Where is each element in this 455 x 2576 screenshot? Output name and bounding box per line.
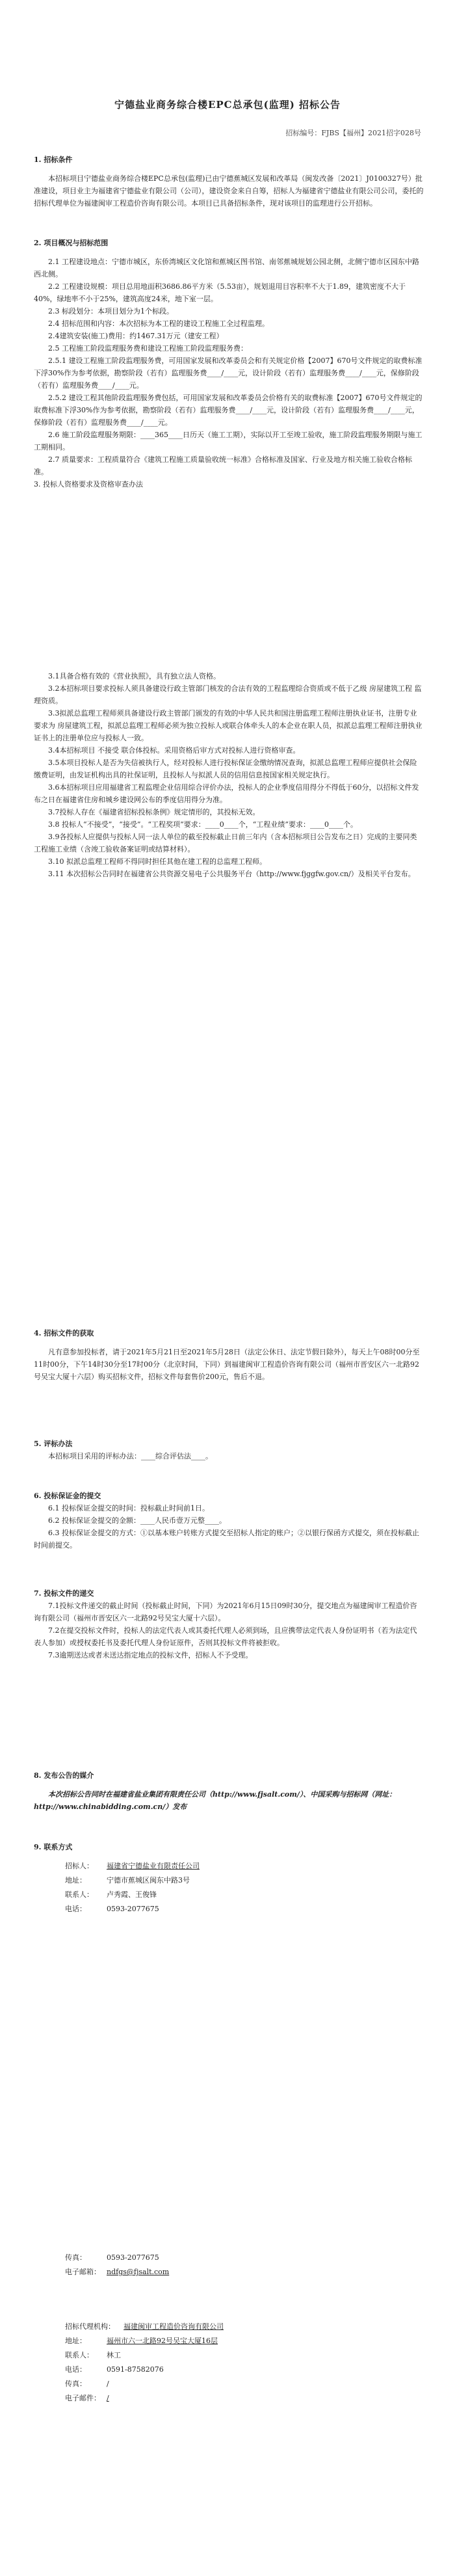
section-9-heading-wrap <box>34 1841 424 1853</box>
section-2-p6: 2.5 工程施工阶段监理服务费和建设工程施工阶段监理服务费： <box>48 344 248 353</box>
section-3-p10: 3.10 拟派总监理工程师不得同时担任其他在建工程的总监理工程师。 <box>48 857 266 866</box>
section-3-p3: 3.3拟派总监理工程师须具备建设行政主管部门颁发的有效的中华人民共和国注册监理工程师注册执业证书，注册专业要求为 房屋建筑工程，拟派总监理工程师必须为独立投标人或联合体牵头人的本企业在职人员，拟派总监理工程师注册执业证书上的注册单位应与投标人一致。 <box>34 709 422 742</box>
agent-phone: 0591-87582076 <box>107 2365 164 2374</box>
tenderer-fax-label: 传真： <box>65 2253 86 2262</box>
section-9-heading: 9. 联系方式 <box>34 1843 73 1851</box>
section-2-p10: 2.7 质量要求：工程质量符合《建筑工程施工质量验收统一标准》合格标准及国家、行业及地方相关施工验收合格标准。 <box>34 455 412 476</box>
agent-fax: / <box>107 2380 109 2388</box>
section-6 <box>34 1490 424 1551</box>
section-3-p5: 3.5本项目投标人是否为失信被执行人，经对投标人进行投标保证金缴纳情况查询，拟派总监理工程师应提供社会保险缴费证明，由发证机构出具的社保证明，且投标人与拟派人员的信用信息按国家相关规定执行。 <box>34 758 417 779</box>
section-3-p7: 3.7投标人存在《福建省招标投标条例》规定情形的，其投标无效。 <box>48 808 260 816</box>
tenderer-contact-label: 联系人： <box>65 1890 94 1899</box>
section-3-p1: 3.1具备合格有效的《营业执照》，具有独立法人资格。 <box>48 672 220 680</box>
section-7-p3: 7.3逾期送达或者未送达指定地点的投标文件，招标人不予受理。 <box>48 1651 253 1659</box>
section-6-heading: 6. 投标保证金的提交 <box>34 1492 101 1500</box>
agent-email-label: 电子邮件： <box>65 2394 101 2402</box>
tenderer-email-label: 电子邮箱： <box>65 2268 101 2276</box>
section-3-p11: 3.11 本次招标公告同时在福建省公共资源交易电子公共服务平台（http://www.fjggfw.gov.cn/）及相关平台发布。 <box>48 870 415 878</box>
section-6-p3: 6.3 投标保证金提交的方式：①以基本账户转账方式提交至招标人指定的账户；②以银行保函方式提交，须在投标截止时间前提交。 <box>34 1529 419 1550</box>
agent-contact <box>65 2320 416 2406</box>
agent-phone-label: 电话： <box>65 2365 86 2374</box>
section-3 <box>34 670 424 880</box>
section-6-p2: 6.2 投标保证金提交的金额：____人民币壹万元整____。 <box>48 1516 226 1525</box>
page-title: 宁德盐业商务综合楼EPC总承包(监理) 招标公告 <box>114 99 341 111</box>
section-2-p9: 2.6 施工阶段监理服务期限：____365____日历天（施工工期），实际以开工至竣工验收，施工阶段监理服务期限与施工工期相同。 <box>34 431 422 451</box>
section-3-p4: 3.4本招标项目 不接受 联合体投标。采用资格后审方式对投标人进行资格审查。 <box>48 746 300 755</box>
tenderer-phone: 0593-2077675 <box>107 1905 159 1913</box>
tenderer-fax: 0593-2077675 <box>107 2253 159 2262</box>
section-3-p6: 3.6本招标项目应用福建省工程监理企业信用综合评价办法，投标人的企业季度信用得分不得低于60分，以招标文件发布之日在福建省住房和城乡建设网公布的季度信用得分为准。 <box>34 783 419 804</box>
agent-address-label: 地址： <box>65 2337 86 2345</box>
section-7 <box>34 1587 424 1661</box>
section-8-heading: 8. 发布公告的媒介 <box>34 1771 94 1780</box>
section-8 <box>34 1769 424 1813</box>
agent-address: 福州市六一北路92号吴宝大厦16层 <box>107 2337 218 2345</box>
section-2-p3: 2.3 标段划分：本项目划分为1个标段。 <box>48 307 174 315</box>
tenderer-value: 福建省宁德盐业有限责任公司 <box>107 1862 200 1870</box>
section-1-heading: 1. 招标条件 <box>34 155 73 164</box>
agent-contact-label: 联系人： <box>65 2351 94 2359</box>
tenderer-extra-contact <box>65 2251 416 2279</box>
section-2-p4: 2.4 招标范围和内容：本次招标为本工程的建设工程施工全过程监理。 <box>48 319 269 328</box>
section-2-p5: 2.4建筑安装(施工)费用：约1467.31万元（建安工程） <box>48 332 224 340</box>
section-2-p8: 2.5.2 建设工程其他阶段监理服务费包括，可用国家发展和改革委员会价格有关的取费标准【2007】670号文件规定的取费标准下浮30%作为参考依据，勘察阶段（若有）监理服务费____/____元，设计阶段（若有）监理服务费____/____元，保修阶段（若有）监理服务费____/____元。 <box>34 394 422 427</box>
section-2-p2: 2.2 工程建设规模：项目总用地面积3686.86平方米（5.53亩），规划退用目容积率不大于1.89，建筑密度不大于40%，绿地率不小于25%，建筑高度24米，地下室一层。 <box>34 282 406 303</box>
agent-fax-label: 传真： <box>65 2380 86 2388</box>
tenderer-address: 宁德市蕉城区闽东中路3号 <box>107 1876 190 1885</box>
tenderer-address-label: 地址： <box>65 1876 86 1885</box>
section-2-p11: 3. 投标人资格要求及资格审查办法 <box>34 480 143 489</box>
agent-email: / <box>107 2394 109 2402</box>
tenderer-contact-person: 卢秀霞、王俊锋 <box>107 1890 157 1899</box>
section-7-heading: 7. 投标文件的递交 <box>34 1589 94 1598</box>
section-7-p2: 7.2在提交投标文件时，投标人的法定代表人或其委托代理人必须到场，且应携带法定代表人身份证明书（若为法定代表人参加）或授权委托书及委托代理人身份证原件，否则其投标文件将被拒收。 <box>34 1626 417 1647</box>
section-2-p1: 2.1 工程建设地点：宁德市城区，东侨湾城区文化馆和蕉城区图书馆、南邻蕉城规划公园北侧，北侧宁德市区园东中路西北侧。 <box>34 258 419 278</box>
section-3-p2: 3.2本招标项目要求投标人须具备建设行政主管部门核发的合法有效的工程监理综合资质或不低于乙级 房屋建筑工程 监理资质。 <box>34 684 422 705</box>
section-2-heading: 2. 项目概况与招标范围 <box>34 239 109 247</box>
tenderer-label: 招标人： <box>65 1862 94 1870</box>
tenderer-contact <box>65 1859 416 1916</box>
agent-contact-person: 林工 <box>107 2351 121 2359</box>
section-3-p9: 3.9各投标人应提供与投标人同一法人单位的截至投标截止日前三年内（含本招标项目公告发布之日）完成的主要同类工程施工业绩（含竣工验收备案证明或结算材料）。 <box>34 833 417 853</box>
tenderer-phone-label: 电话： <box>65 1905 86 1913</box>
section-5-paragraph: 本招标项目采用的评标办法：____综合评估法____。 <box>48 1452 213 1460</box>
section-1-paragraph: 本招标项目宁德盐业商务综合楼EPC总承包(监理)已由宁德蕉城区发展和改革局（闽发改备〔2021〕J0100327号）批准建设，项目业主为福建省宁德盐业有限公司（公司），建设资金来自自筹，招标人为福建省宁德盐业有限公司公司，委托的招标代理单位为福建闽审工程造价咨询有限公司。本项目已具备招标条件，现对该项目的监理进行公开招标。 <box>34 174 424 208</box>
media-notice: 本次招标公告同时在福建省盐业集团有限责任公司（http://www.fjsalt.com/）、中国采购与招标网（网址：http://www.chinabidding.com.cn/）发布 <box>34 1790 396 1811</box>
section-2 <box>34 237 424 490</box>
tender-number: 招标编号：FJBS【福州】2021招字028号 <box>285 129 421 137</box>
section-4 <box>34 1327 424 1383</box>
section-6-p1: 6.1 投标保证金提交的时间：投标截止时间前1日。 <box>48 1504 209 1512</box>
section-2-p7: 2.5.1 建设工程施工阶段监理服务费，可用国家发展和改革委员会和有关规定价格【2007】670号文件规定的取费标准下浮30%作为参考依据，勘察阶段（若有）监理服务费____/____元，设计阶段（若有）监理服务费____/____元，保修阶段（若有）监理服务费____/____元。 <box>34 356 422 390</box>
section-7-p1: 7.1投标文件递交的截止时间（投标截止时间，下同）为2021年6月15日09时30分，提交地点为福建闽审工程造价咨询有限公司（福州市晋安区六一北路92号吴宝大厦十六层）。 <box>34 1602 417 1622</box>
agent-value: 福建闽审工程造价咨询有限公司 <box>124 2322 224 2331</box>
agent-label: 招标代理机构： <box>65 2322 115 2331</box>
section-5-heading: 5. 评标办法 <box>34 1440 73 1448</box>
section-5 <box>34 1438 424 1462</box>
section-1 <box>34 154 424 209</box>
section-4-heading: 4. 招标文件的获取 <box>34 1329 94 1337</box>
section-3-p8: 3.8 投标人“不接受”，“接受”。“工程奖项”要求：____0____个，“工程业绩”要求：____0____个。 <box>48 820 358 829</box>
tenderer-email[interactable]: ndfgs@fjsalt.com <box>107 2268 170 2276</box>
section-4-paragraph: 凡有意参加投标者，请于2021年5月21日至2021年5月28日（法定公休日、法定节假日除外），每天上午08时00分至11时00分，下午14时30分至17时00分（北京时间，下同）到福建闽审工程造价咨询有限公司（福州市晋安区六一北路92号吴宝大厦十六层）购买招标文件，招标文件每套售价200元，售后不退。 <box>34 1348 420 1381</box>
